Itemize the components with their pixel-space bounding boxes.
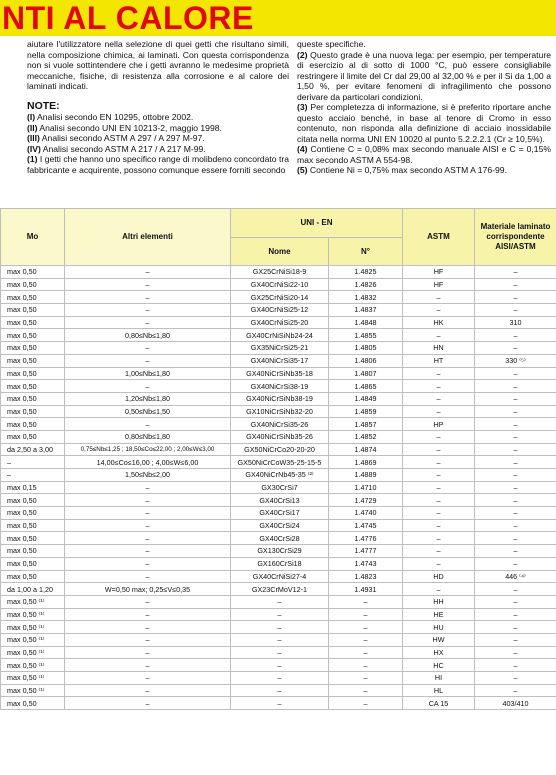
cell-number: 1.4889: [329, 469, 403, 482]
cell-mo: max 0,50: [1, 392, 65, 405]
cell-mo: max 0,50: [1, 494, 65, 507]
note-item: [297, 39, 551, 50]
cell-other-elements: –: [65, 595, 231, 608]
cell-mo: max 0,50: [1, 316, 65, 329]
table-row: [1, 494, 556, 507]
cell-number: –: [329, 672, 403, 685]
cell-name: GX130CrSi29: [231, 545, 329, 558]
cell-other-elements: –: [65, 672, 231, 685]
cell-laminated: –: [475, 621, 556, 634]
cell-astm: –: [403, 329, 475, 342]
cell-laminated: –: [475, 443, 556, 456]
cell-laminated: –: [475, 532, 556, 545]
cell-number: –: [329, 633, 403, 646]
cell-name: GX40CrNiSi27-4: [231, 570, 329, 583]
cell-mo: max 0,50: [1, 367, 65, 380]
cell-other-elements: –: [65, 481, 231, 494]
cell-number: 1.4874: [329, 443, 403, 456]
cell-astm: –: [403, 443, 475, 456]
table-row: [1, 304, 556, 317]
cell-other-elements: –: [65, 659, 231, 672]
cell-number: –: [329, 659, 403, 672]
cell-astm: –: [403, 507, 475, 520]
cell-mo: da 1,00 a 1,20: [1, 583, 65, 596]
cell-mo: max 0,50: [1, 380, 65, 393]
cell-other-elements: 0,80≤Nb≤1,80: [65, 430, 231, 443]
cell-name: GX160CrSi18: [231, 557, 329, 570]
table-row: [1, 595, 556, 608]
cell-laminated: –: [475, 380, 556, 393]
cell-number: 1.4837: [329, 304, 403, 317]
cell-number: 1.4826: [329, 278, 403, 291]
note-text: Contiene C = 0,08% max secondo manuale AISI e C = 0,15% max secondo ASTM A 554-98.: [297, 144, 551, 165]
cell-astm: HU: [403, 621, 475, 634]
text-column-left: [27, 39, 289, 175]
note-item: [27, 144, 289, 155]
note-number: (4): [297, 144, 308, 154]
cell-mo: max 0,50: [1, 697, 65, 710]
cell-number: –: [329, 684, 403, 697]
cell-astm: HE: [403, 608, 475, 621]
cell-astm: –: [403, 392, 475, 405]
cell-laminated: –: [475, 342, 556, 355]
cell-laminated: –: [475, 507, 556, 520]
cell-number: 1.4869: [329, 456, 403, 469]
table-row: [1, 507, 556, 520]
cell-mo: max 0,50: [1, 418, 65, 431]
table-row: [1, 684, 556, 697]
cell-mo: max 0,50: [1, 519, 65, 532]
cell-number: 1.4807: [329, 367, 403, 380]
table-row: [1, 469, 556, 482]
table-row: [1, 570, 556, 583]
cell-name: GX40NiCrSi35-17: [231, 354, 329, 367]
cell-name: GX40NiCrSi35-26: [231, 418, 329, 431]
cell-laminated: –: [475, 278, 556, 291]
cell-astm: –: [403, 405, 475, 418]
cell-astm: –: [403, 481, 475, 494]
cell-number: –: [329, 646, 403, 659]
cell-number: 1.4805: [329, 342, 403, 355]
header-name: Nome: [231, 238, 329, 266]
cell-astm: CA 15: [403, 697, 475, 710]
cell-mo: max 0,50: [1, 304, 65, 317]
cell-name: GX40NiCrSi38-19: [231, 380, 329, 393]
note-item: [27, 112, 289, 123]
alloy-table: [0, 208, 556, 710]
note-text: Analisi secondo ASTM A 217 / A 217 M-99.: [40, 143, 206, 154]
cell-mo: max 0,15: [1, 481, 65, 494]
notes-continuation: [297, 39, 551, 176]
cell-name: GX25CrNiSi20-14: [231, 291, 329, 304]
cell-astm: HH: [403, 595, 475, 608]
note-number: (IV): [27, 143, 41, 154]
cell-astm: –: [403, 430, 475, 443]
intro-paragraph: aiutare l'utilizzatore nella selezione di quei getti che risultano simili, nella composizione chimica, ai laminati. Con questa corrispondenza non si vuole sottintendere che i getti avranno le medesime proprietà meccaniche, fisiche, di resistenza alla corrosione e al calore dei laminati indicati.: [27, 39, 289, 91]
cell-mo: max 0,50: [1, 557, 65, 570]
cell-other-elements: –: [65, 519, 231, 532]
cell-other-elements: –: [65, 557, 231, 570]
cell-mo: max 0,50: [1, 291, 65, 304]
cell-laminated: –: [475, 405, 556, 418]
note-text: Questo grade è una nuova lega: per esempio, per temperature di esercizio al di sotto di 1000 °C, può essere consigliabile restringere il limite del Cr dal 29,00 al 32,00 % e per il Si da 1,00 a 1,50 %, per evitare fenomeni di infragilimento che possono derivare da particolari condizioni.: [297, 49, 551, 102]
table-row: [1, 659, 556, 672]
cell-number: 1.4740: [329, 507, 403, 520]
cell-astm: HW: [403, 633, 475, 646]
table-row: [1, 519, 556, 532]
table-row: [1, 456, 556, 469]
header-mo: Mo: [1, 209, 65, 266]
cell-other-elements: –: [65, 684, 231, 697]
cell-astm: –: [403, 456, 475, 469]
table-row: [1, 608, 556, 621]
cell-laminated: –: [475, 266, 556, 279]
cell-other-elements: –: [65, 621, 231, 634]
note-text: Contiene Ni = 0,75% max secondo ASTM A 176-99.: [307, 165, 507, 175]
cell-laminated: 403/410: [475, 697, 556, 710]
cell-number: –: [329, 608, 403, 621]
cell-number: –: [329, 595, 403, 608]
cell-astm: HI: [403, 672, 475, 685]
cell-laminated: –: [475, 430, 556, 443]
cell-name: –: [231, 608, 329, 621]
cell-laminated: 310: [475, 316, 556, 329]
cell-laminated: –: [475, 304, 556, 317]
cell-laminated: –: [475, 329, 556, 342]
cell-astm: HP: [403, 418, 475, 431]
notes-heading: NOTE:: [27, 99, 60, 112]
cell-laminated: –: [475, 672, 556, 685]
cell-laminated: –: [475, 291, 556, 304]
cell-laminated: –: [475, 659, 556, 672]
cell-name: GX40CrNiSi25-20: [231, 316, 329, 329]
header-other-elements: Altri elementi: [65, 209, 231, 266]
cell-name: –: [231, 646, 329, 659]
table-row: [1, 329, 556, 342]
cell-number: 1.4710: [329, 481, 403, 494]
cell-number: 1.4729: [329, 494, 403, 507]
table-row: [1, 392, 556, 405]
cell-number: –: [329, 621, 403, 634]
cell-name: GX40CrNiSiNb24-24: [231, 329, 329, 342]
cell-astm: –: [403, 380, 475, 393]
cell-other-elements: –: [65, 697, 231, 710]
cell-number: 1.4777: [329, 545, 403, 558]
note-text: I getti che hanno uno specifico range di molibdeno concordato tra fabbricante e acquirente, possono comunque essere forniti secondo: [27, 154, 289, 175]
cell-other-elements: 0,50≤Nb≤1,50: [65, 405, 231, 418]
cell-other-elements: 1,20≤Nb≤1,80: [65, 392, 231, 405]
cell-name: GX40CrSi28: [231, 532, 329, 545]
cell-number: 1.4849: [329, 392, 403, 405]
header-number: N°: [329, 238, 403, 266]
cell-mo: max 0,50: [1, 430, 65, 443]
cell-name: GX23CrMoV12-1: [231, 583, 329, 596]
table-row: [1, 557, 556, 570]
cell-mo: max 0,50: [1, 507, 65, 520]
cell-mo: max 0,50: [1, 545, 65, 558]
page-title-bar: [0, 0, 556, 36]
cell-mo: max 0,50 ⁽¹⁾: [1, 646, 65, 659]
cell-name: –: [231, 659, 329, 672]
cell-astm: –: [403, 291, 475, 304]
note-item: [27, 133, 289, 144]
table-row: [1, 316, 556, 329]
cell-mo: max 0,50: [1, 532, 65, 545]
cell-other-elements: –: [65, 278, 231, 291]
table-row: [1, 583, 556, 596]
cell-number: 1.4745: [329, 519, 403, 532]
cell-other-elements: –: [65, 380, 231, 393]
cell-other-elements: –: [65, 633, 231, 646]
cell-laminated: –: [475, 633, 556, 646]
cell-other-elements: –: [65, 646, 231, 659]
table-row: [1, 697, 556, 710]
cell-laminated: –: [475, 481, 556, 494]
cell-number: 1.4743: [329, 557, 403, 570]
cell-number: 1.4859: [329, 405, 403, 418]
cell-other-elements: –: [65, 507, 231, 520]
cell-other-elements: –: [65, 316, 231, 329]
note-number: (II): [27, 122, 38, 133]
cell-laminated: 330 ⁽⁵⁾: [475, 354, 556, 367]
cell-number: 1.4931: [329, 583, 403, 596]
table-row: [1, 291, 556, 304]
cell-name: GX40CrNiSi25-12: [231, 304, 329, 317]
table-row: [1, 646, 556, 659]
cell-laminated: –: [475, 646, 556, 659]
cell-mo: –: [1, 469, 65, 482]
table-row: [1, 367, 556, 380]
note-number: (I): [27, 112, 36, 122]
cell-number: 1.4823: [329, 570, 403, 583]
cell-number: 1.4852: [329, 430, 403, 443]
cell-name: –: [231, 621, 329, 634]
cell-astm: HK: [403, 316, 475, 329]
note-text: Analisi secondo UNI EN 10213-2, maggio 1998.: [37, 122, 222, 133]
cell-mo: max 0,50: [1, 278, 65, 291]
cell-astm: –: [403, 469, 475, 482]
cell-name: GX40NiCrNb45-35 ⁽²⁾: [231, 469, 329, 482]
cell-name: GX40CrSi17: [231, 507, 329, 520]
cell-number: 1.4832: [329, 291, 403, 304]
table-row: [1, 481, 556, 494]
cell-other-elements: 0,80≤Nb≤1,80: [65, 329, 231, 342]
cell-name: GX10NiCrSiNb32-20: [231, 405, 329, 418]
table-row: [1, 430, 556, 443]
cell-other-elements: –: [65, 342, 231, 355]
cell-name: –: [231, 684, 329, 697]
cell-mo: max 0,50 ⁽¹⁾: [1, 633, 65, 646]
table-row: [1, 418, 556, 431]
table-row: [1, 278, 556, 291]
cell-other-elements: 1,50≤Nb≤2,00: [65, 469, 231, 482]
cell-mo: max 0,50: [1, 354, 65, 367]
cell-mo: max 0,50 ⁽¹⁾: [1, 684, 65, 697]
table-body: [1, 266, 556, 710]
cell-name: GX25CrNiSi18-9: [231, 266, 329, 279]
table-row: [1, 672, 556, 685]
note-number: (III): [27, 133, 40, 143]
cell-other-elements: –: [65, 608, 231, 621]
note-number: (5): [297, 165, 308, 175]
cell-laminated: –: [475, 494, 556, 507]
cell-astm: –: [403, 583, 475, 596]
cell-other-elements: –: [65, 354, 231, 367]
note-item: [297, 50, 551, 103]
cell-laminated: –: [475, 557, 556, 570]
note-item: [27, 154, 289, 175]
table-row: [1, 405, 556, 418]
note-item: [297, 165, 551, 176]
cell-name: GX35NiCrSi25-21: [231, 342, 329, 355]
header-laminated-material: Materiale laminato corrispondente AISI/ASTM: [475, 209, 556, 266]
cell-name: GX40NiCrSiNb38-19: [231, 392, 329, 405]
cell-other-elements: –: [65, 304, 231, 317]
cell-astm: –: [403, 557, 475, 570]
cell-astm: HD: [403, 570, 475, 583]
cell-name: GX40CrSi13: [231, 494, 329, 507]
cell-name: –: [231, 672, 329, 685]
cell-name: –: [231, 697, 329, 710]
table-row: [1, 633, 556, 646]
table-row: [1, 342, 556, 355]
cell-name: GX50NiCrCo20-20-20: [231, 443, 329, 456]
note-item: [297, 102, 551, 144]
cell-laminated: 446 ⁽⁴⁾: [475, 570, 556, 583]
cell-number: 1.4857: [329, 418, 403, 431]
cell-name: –: [231, 633, 329, 646]
cell-laminated: –: [475, 367, 556, 380]
cell-laminated: –: [475, 418, 556, 431]
cell-mo: max 0,50: [1, 329, 65, 342]
cell-other-elements: –: [65, 494, 231, 507]
cell-number: 1.4806: [329, 354, 403, 367]
cell-name: GX40CrSi24: [231, 519, 329, 532]
cell-laminated: –: [475, 519, 556, 532]
cell-astm: HF: [403, 266, 475, 279]
cell-number: 1.4865: [329, 380, 403, 393]
cell-mo: max 0,50 ⁽¹⁾: [1, 659, 65, 672]
cell-other-elements: –: [65, 545, 231, 558]
table-row: [1, 443, 556, 456]
note-item: [297, 144, 551, 165]
cell-other-elements: –: [65, 418, 231, 431]
cell-laminated: –: [475, 545, 556, 558]
cell-number: 1.4825: [329, 266, 403, 279]
cell-astm: –: [403, 519, 475, 532]
note-number: (3): [297, 102, 308, 112]
cell-astm: HF: [403, 278, 475, 291]
cell-name: GX40CrNiSi22-10: [231, 278, 329, 291]
cell-number: 1.4776: [329, 532, 403, 545]
cell-name: GX40NiCrSiNb35-18: [231, 367, 329, 380]
cell-mo: max 0,50 ⁽¹⁾: [1, 608, 65, 621]
table-row: [1, 532, 556, 545]
table-row: [1, 545, 556, 558]
cell-astm: –: [403, 545, 475, 558]
cell-mo: da 2,50 a 3,00: [1, 443, 65, 456]
page-title: NTI AL CALORE: [2, 0, 254, 36]
cell-other-elements: W=0,50 max; 0,25≤V≤0,35: [65, 583, 231, 596]
cell-astm: HX: [403, 646, 475, 659]
cell-number: 1.4855: [329, 329, 403, 342]
text-column-right: [297, 39, 551, 176]
cell-laminated: –: [475, 392, 556, 405]
note-text: Analisi secondo ASTM A 297 / A 297 M-97.: [39, 133, 205, 143]
note-item: [27, 123, 289, 134]
cell-other-elements: 0,75≤Nb≤1,25 ; 18,50≤Co≤22,00 ; 2,00≤W≤3,00: [65, 443, 231, 456]
table-row: [1, 266, 556, 279]
cell-astm: –: [403, 532, 475, 545]
cell-laminated: –: [475, 469, 556, 482]
notes-list: [27, 112, 289, 175]
note-number: (2): [297, 49, 308, 60]
cell-other-elements: 14,00≤Co≤16,00 ; 4,00≤W≤6,00: [65, 456, 231, 469]
cell-mo: max 0,50: [1, 266, 65, 279]
table-row: [1, 380, 556, 393]
table-row: [1, 621, 556, 634]
cell-astm: HN: [403, 342, 475, 355]
note-number: (1): [27, 154, 38, 164]
cell-astm: HT: [403, 354, 475, 367]
cell-mo: max 0,50 ⁽¹⁾: [1, 621, 65, 634]
cell-mo: max 0,50: [1, 405, 65, 418]
table-row: [1, 354, 556, 367]
cell-astm: –: [403, 304, 475, 317]
cell-mo: max 0,50 ⁽¹⁾: [1, 672, 65, 685]
cell-name: GX40NiCrSiNb35-26: [231, 430, 329, 443]
cell-mo: –: [1, 456, 65, 469]
note-text: Per completezza di informazione, si è preferito riportare anche questo acciaio benché, in base al tenore di Cromo in esso contenuto, non risponda alla definizione di acciaio inossidabile citata nella norma UNI EN 10020 al punto 5.2.2.2.1 (Cr ≥ 10,5%).: [297, 102, 551, 144]
cell-astm: HL: [403, 684, 475, 697]
cell-name: –: [231, 595, 329, 608]
cell-astm: –: [403, 494, 475, 507]
cell-laminated: –: [475, 684, 556, 697]
cell-laminated: –: [475, 583, 556, 596]
cell-astm: HC: [403, 659, 475, 672]
cell-astm: –: [403, 367, 475, 380]
note-text: Analisi secondo EN 10295, ottobre 2002.: [35, 112, 194, 122]
header-uni-en: UNI - EN: [231, 209, 403, 238]
cell-number: –: [329, 697, 403, 710]
cell-other-elements: 1,00≤Nb≤1,80: [65, 367, 231, 380]
cell-other-elements: –: [65, 532, 231, 545]
cell-name: GX50NiCrCoW35-25-15-5: [231, 456, 329, 469]
cell-number: 1.4848: [329, 316, 403, 329]
cell-name: GX30CrSi7: [231, 481, 329, 494]
cell-mo: max 0,50: [1, 570, 65, 583]
cell-laminated: –: [475, 595, 556, 608]
header-astm: ASTM: [403, 209, 475, 266]
cell-laminated: –: [475, 608, 556, 621]
cell-laminated: –: [475, 456, 556, 469]
cell-mo: max 0,50 ⁽¹⁾: [1, 595, 65, 608]
cell-other-elements: –: [65, 291, 231, 304]
cell-other-elements: –: [65, 570, 231, 583]
cell-mo: max 0,50: [1, 342, 65, 355]
note-text: queste specifiche.: [297, 39, 366, 49]
cell-other-elements: –: [65, 266, 231, 279]
